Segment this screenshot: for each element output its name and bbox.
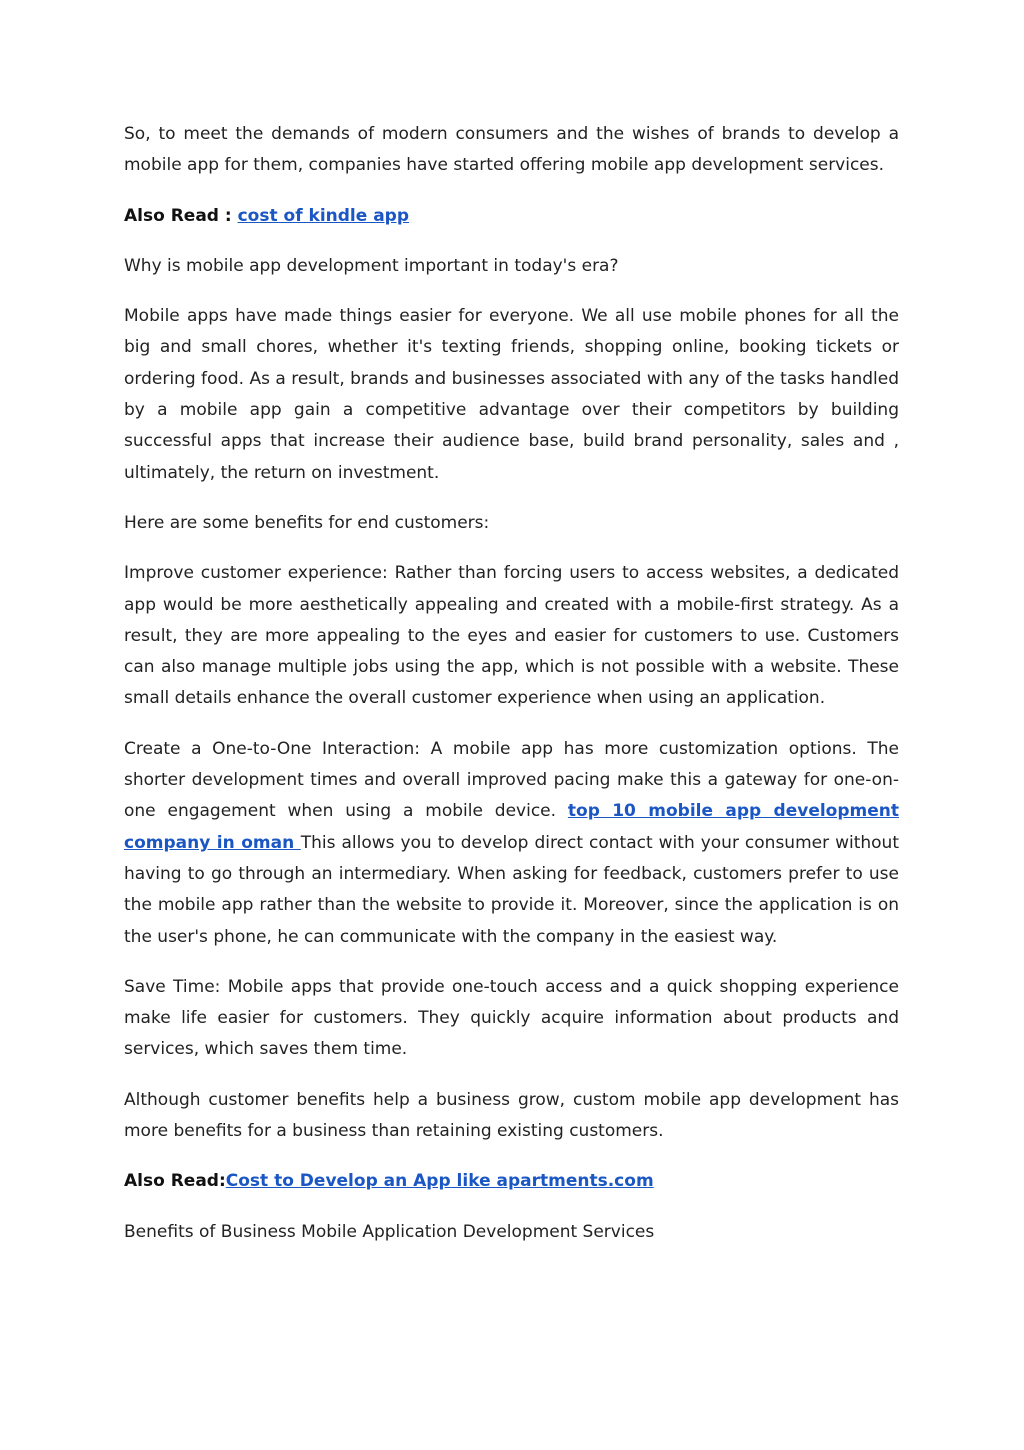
also-read-line-1 bbox=[124, 201, 899, 232]
business-benefits-heading: Benefits of Business Mobile Application Development Services bbox=[124, 1221, 655, 1242]
interaction-paragraph bbox=[124, 734, 899, 953]
oman-company-link[interactable]: top 10 mobile app development company in oman bbox=[124, 801, 899, 853]
interaction-text-before: Create a One-to-One Interaction: A mobile app has more customization options. The shorter development times and overall improved pacing make this a gateway for one-on-one engagement when using a mobile device. bbox=[124, 738, 899, 822]
also-read-line-2 bbox=[124, 1166, 899, 1197]
business-growth-paragraph: Although customer benefits help a business grow, custom mobile app development has more benefits for a business than retaining existing customers. bbox=[124, 1089, 899, 1142]
intro-paragraph: So, to meet the demands of modern consumers and the wishes of brands to develop a mobile app for them, companies have started offering mobile app development services. bbox=[124, 124, 899, 176]
interaction-text-after: This allows you to develop direct contact with your consumer without having to go through an intermediary. When asking for feedback, customers prefer to use the mobile app rather than the website to provide it. Moreover, since the application is on the user's phone, he can communicate with the company in the easiest way. bbox=[124, 832, 899, 947]
also-read-label: Also Read: bbox=[124, 1171, 226, 1192]
benefits-intro: Here are some benefits for end customers: bbox=[124, 512, 490, 533]
also-read-label: Also Read : bbox=[124, 205, 238, 226]
customer-experience-paragraph: Improve customer experience: Rather than forcing users to access websites, a dedicated app would be more aesthetically appealing and created with a mobile-first strategy. As a result, they are more appealing to the eyes and easier for customers to use. Customers can also manage multiple jobs using the app, which is not possible with a website. These small details enhance the overall customer experience when using an application. bbox=[124, 563, 899, 709]
importance-paragraph: Mobile apps have made things easier for everyone. We all use mobile phones for all the big and small chores, whether it's texting friends, shopping online, booking tickets or ordering food. As a result, brands and businesses associated with any of the tasks handled by a mobile app gain a competitive advantage over their competitors by building successful apps that increase their audience base, build brand personality, sales and , ultimately, the return on investment. bbox=[124, 306, 899, 483]
apartments-app-cost-link[interactable]: Cost to Develop an App like apartments.com bbox=[225, 1171, 654, 1192]
section-question: Why is mobile app development important in today's era? bbox=[124, 255, 619, 276]
document-page bbox=[124, 119, 899, 1267]
save-time-paragraph: Save Time: Mobile apps that provide one-touch access and a quick shopping experience make life easier for customers. They quickly acquire information about products and services, which saves them time. bbox=[124, 976, 899, 1060]
cost-of-kindle-app-link[interactable]: cost of kindle app bbox=[237, 205, 410, 226]
